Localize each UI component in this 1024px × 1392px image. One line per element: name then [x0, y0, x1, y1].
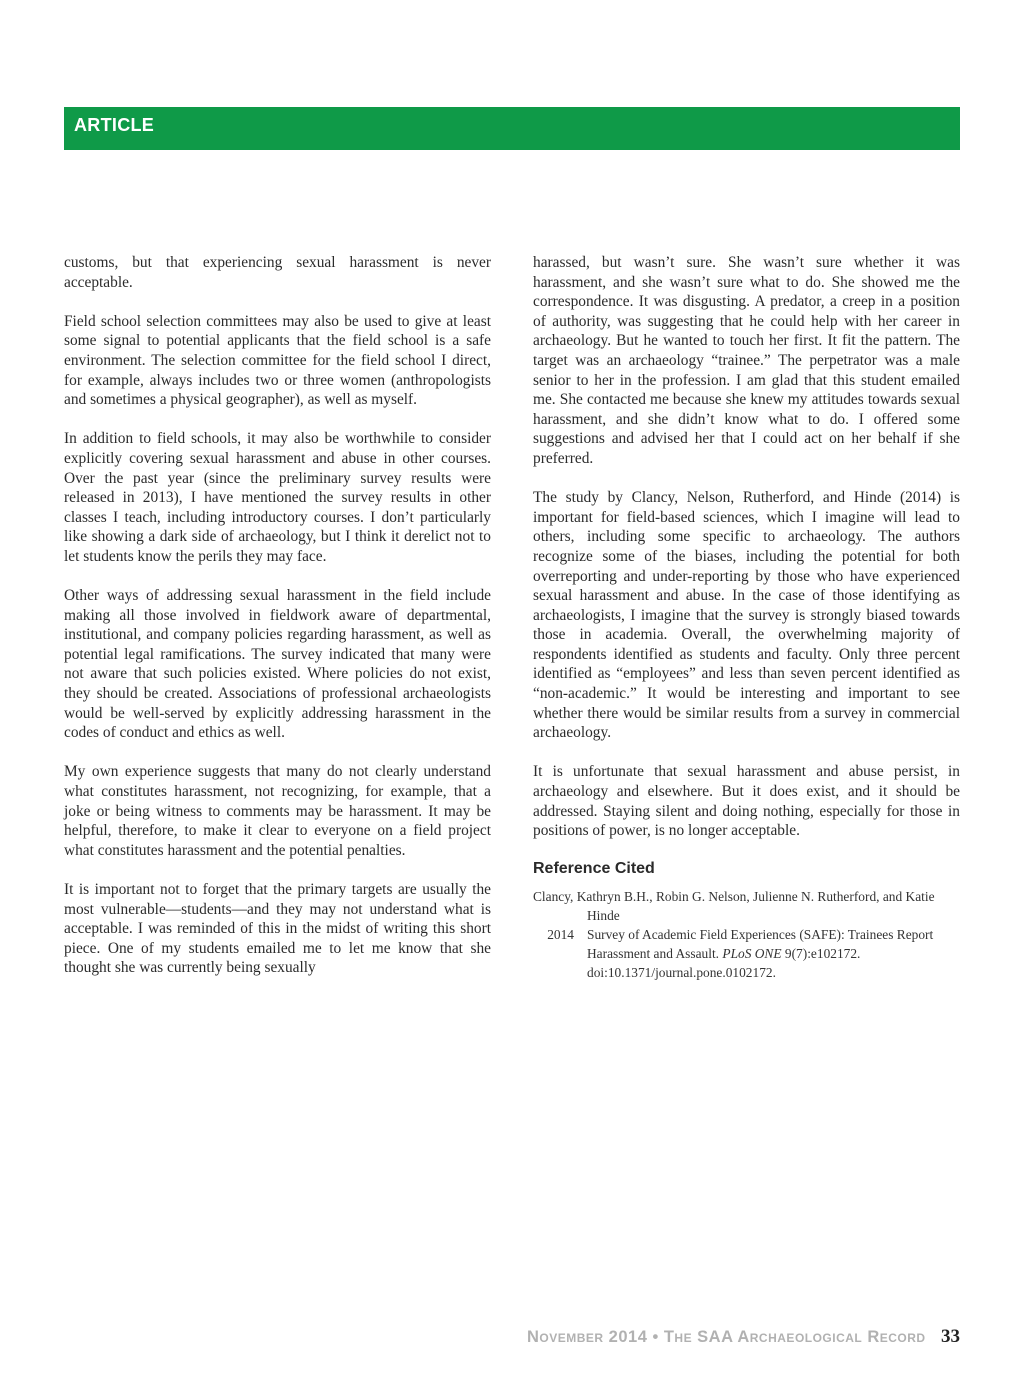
references-heading: Reference Cited	[533, 860, 655, 878]
paragraph: Other ways of addressing sexual harassment in the field include making all those involved in fieldwork aware of departmental, institutional, and company policies regarding harassment, as well as potential legal ramifications. The survey indicated that many were not aware that such policies existed. Where policies do not exist, they should be created. Associations of professional archaeologists would be well-served by explicitly addressing harassment in the codes of conduct and ethics as well.	[64, 587, 491, 742]
page-number: 33	[941, 1326, 960, 1347]
reference-details	[587, 926, 960, 982]
paragraph: Field school selection committees may also be used to give at least some signal to potential applicants that the field school is a safe environment. The selection committee for the field school I direct, for example, always includes two or three women (anthropologists and sometimes a physical geographer), as well as myself.	[64, 312, 491, 409]
page-footer	[527, 1326, 960, 1356]
left-column	[64, 253, 491, 998]
right-column	[533, 253, 960, 982]
reference-title: Survey of Academic Field Experiences (SAFE): Trainees Report Harassment and Assault.	[587, 927, 934, 961]
section-banner	[64, 107, 960, 150]
reference-entry	[533, 888, 960, 982]
reference-citation: 9(7):e102172. doi:10.1371/journal.pone.0102172.	[587, 945, 861, 980]
reference-authors: Clancy, Kathryn B.H., Robin G. Nelson, Julienne N. Rutherford, and Katie Hinde	[533, 889, 935, 924]
reference-year: 2014	[547, 927, 574, 942]
paragraph: harassed, but wasn’t sure. She wasn’t sure whether it was harassment, and she wasn’t sure what to do. She showed me the correspondence. It was disgusting. A predator, a creep in a position of authority, was suggesting that he could help with her career in archaeology. But he wanted to touch her first. It fit the pattern. The target was an archaeology “trainee.” The perpetrator was a male senior to her in the profession. I am glad that this student emailed me. She contacted me because she knew my attitudes towards sexual harassment, and she didn’t know what to do. I offered some suggestions and advised her that I could act on her behalf if she preferred.	[533, 254, 960, 467]
paragraph: It is unfortunate that sexual harassment and abuse persist, in archaeology and elsewhere. But it does exist, and it should be addressed. Staying silent and doing nothing, especially for those in positions of power, is no longer acceptable.	[533, 763, 960, 840]
paragraph: The study by Clancy, Nelson, Rutherford, and Hinde (2014) is important for field-based sciences, which I imagine will lead to others, including some specific to archaeology. The authors recognize some of the biases, including the potential for both overreporting and under-reporting by those who have experienced sexual harassment and abuse. In the case of those identifying as archaeologists, I imagine that the survey is strongly biased towards those in academia. Overall, the overwhelming majority of respondents identified as students and faculty. Only three percent identified as “employees” and less than seven percent identified as “non-academic.” It would be interesting and important to see whether there would be similar results from a survey in commercial archaeology.	[533, 489, 960, 742]
paragraph: It is important not to forget that the primary targets are usually the most vulnerable—students—and they may not understand what is acceptable. I was reminded of this in the midst of writing this short piece. One of my students emailed me to let me know that she thought she was currently being sexually	[64, 881, 491, 977]
issue-label: November 2014 • The SAA Archaeological Record	[527, 1328, 926, 1346]
reference-journal: PLoS ONE	[722, 945, 782, 961]
paragraph: In addition to field schools, it may also be worthwhile to consider explicitly covering sexual harassment and abuse in other courses. Over the past year (since the preliminary survey results were released in 2013), I have mentioned the survey results in other classes I teach, including introductory courses. I don’t particularly like showing a dark side of archaeology, but I think it derelict not to let students know the perils they may face.	[64, 430, 491, 565]
section-label: ARTICLE	[74, 115, 155, 135]
paragraph: My own experience suggests that many do not clearly understand what constitutes harassment, not recognizing, for example, that a joke or being witness to comments may be harassment. It may be helpful, therefore, to make it clear to everyone on a field project what constitutes harassment and the potential penalties.	[64, 763, 491, 859]
paragraph: customs, but that experiencing sexual harassment is never acceptable.	[64, 254, 491, 291]
